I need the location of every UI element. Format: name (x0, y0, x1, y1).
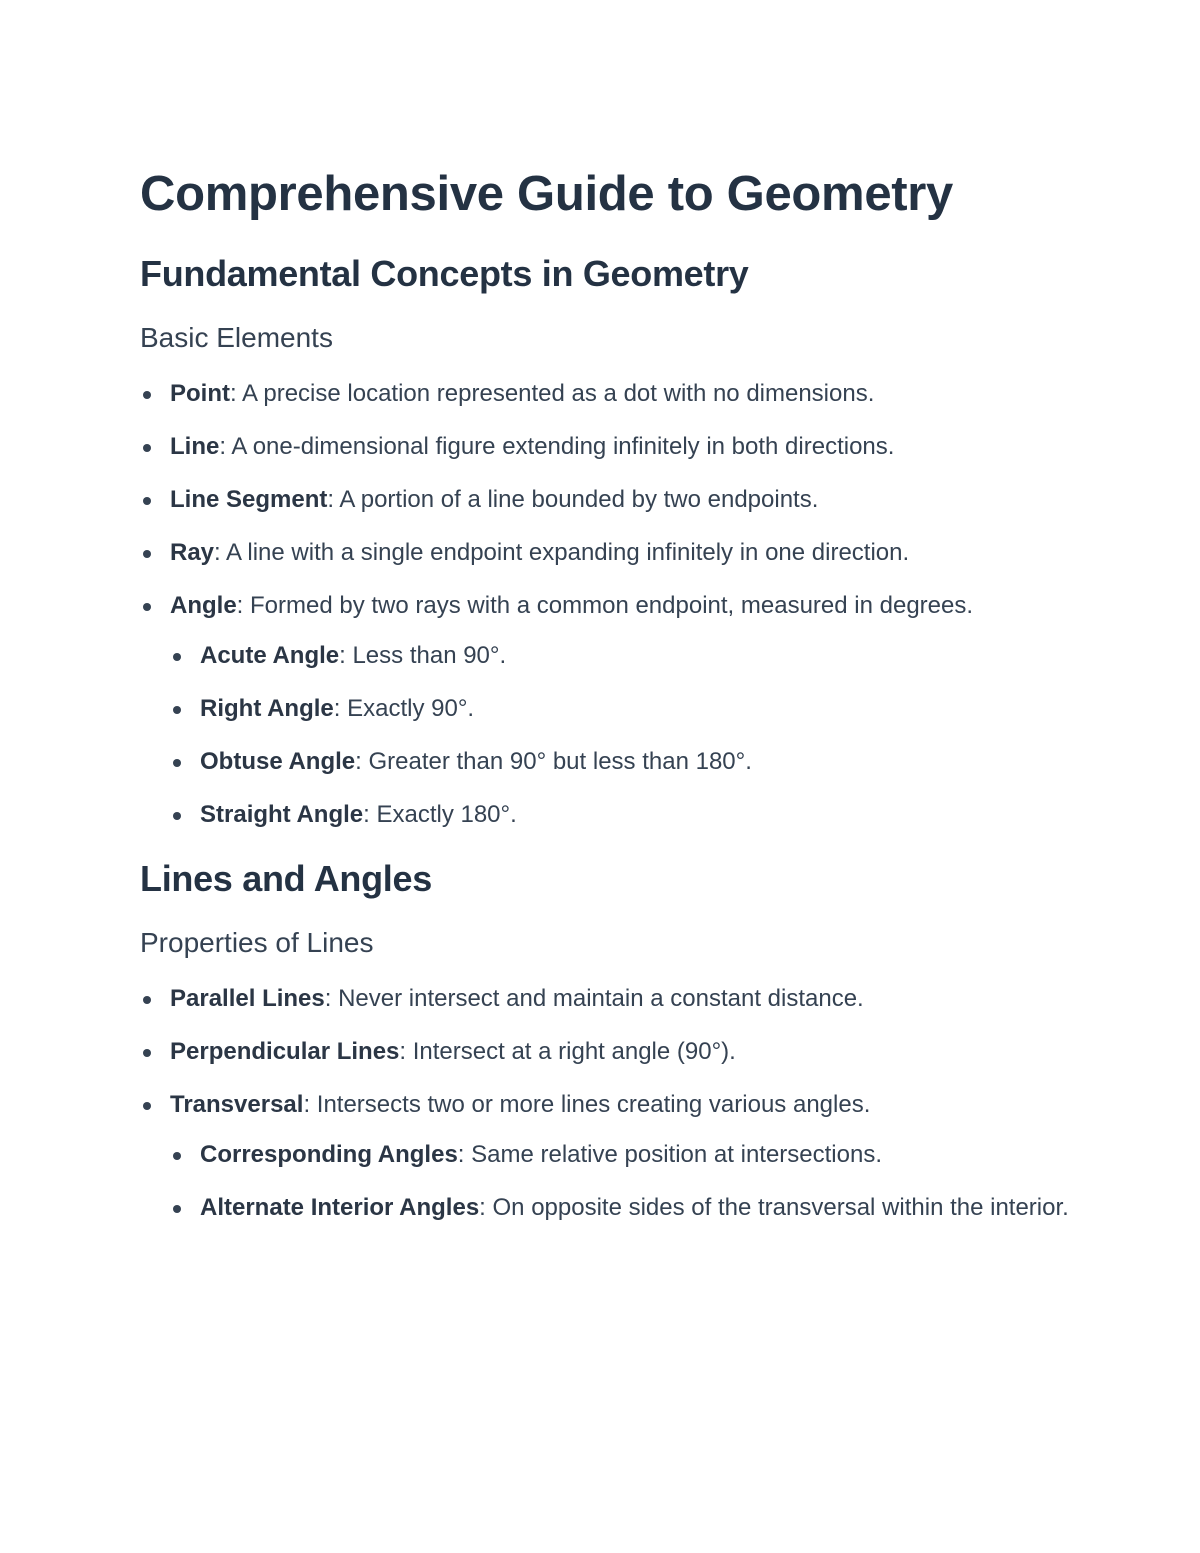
list-item-right-angle (170, 689, 1070, 729)
term-label: Angle (170, 592, 237, 619)
term-label: Parallel Lines (170, 985, 325, 1012)
term-label: Straight Angle (200, 801, 364, 828)
term-label: Point (170, 380, 230, 407)
subheading-basic-elements: Basic Elements (140, 322, 333, 353)
term-description: : A precise location represented as a dot with no dimensions. (230, 380, 875, 407)
term-description: : Less than 90°. (339, 642, 507, 669)
term-description: : Never intersect and maintain a constant distance. (324, 985, 864, 1012)
section-heading-lines-and-angles: Lines and Angles (140, 858, 432, 899)
term-label: Acute Angle (200, 642, 340, 669)
term-label: Obtuse Angle (200, 748, 356, 775)
list-item-point (140, 374, 1070, 414)
term-description: : Greater than 90° but less than 180°. (355, 748, 752, 775)
list-item-line-segment (140, 480, 1070, 520)
list-item-line (140, 427, 1070, 467)
list-item-transversal (140, 1085, 1070, 1228)
term-description: : Exactly 180°. (363, 801, 517, 828)
term-description: : Intersects two or more lines creating various angles. (303, 1091, 871, 1118)
subheading-properties-of-lines: Properties of Lines (140, 927, 374, 958)
properties-of-lines-list (140, 979, 1070, 1228)
list-item-acute-angle (170, 636, 1070, 676)
term-label: Perpendicular Lines (170, 1038, 400, 1065)
term-label: Ray (170, 539, 215, 566)
list-item-perpendicular-lines (140, 1032, 1070, 1072)
list-item-straight-angle (170, 795, 1070, 835)
section-heading-fundamental-concepts: Fundamental Concepts in Geometry (140, 253, 749, 294)
term-description: : Formed by two rays with a common endpoint, measured in degrees. (236, 592, 974, 619)
list-item-obtuse-angle (170, 742, 1070, 782)
term-description: : A one-dimensional figure extending infinitely in both directions. (219, 433, 895, 460)
term-label: Transversal (170, 1091, 304, 1118)
list-item-alternate-interior-angles (170, 1188, 1070, 1228)
list-item-corresponding-angles (170, 1135, 1070, 1175)
term-label: Line Segment (170, 486, 328, 513)
term-description: : Intersect at a right angle (90°). (399, 1038, 736, 1065)
list-item-ray (140, 533, 1070, 573)
list-item-parallel-lines (140, 979, 1070, 1019)
term-label: Corresponding Angles (200, 1141, 458, 1168)
transversal-angles-list (170, 1135, 1070, 1228)
term-description: : Exactly 90°. (333, 695, 475, 722)
term-description: : On opposite sides of the transversal within the interior. (479, 1194, 1069, 1221)
list-item-angle (140, 586, 1070, 835)
term-description: : A line with a single endpoint expanding infinitely in one direction. (214, 539, 910, 566)
term-label: Alternate Interior Angles (200, 1194, 480, 1221)
basic-elements-list (140, 374, 1070, 835)
term-label: Right Angle (200, 695, 334, 722)
document-page (140, 164, 1070, 1241)
term-description: : Same relative position at intersections. (457, 1141, 883, 1168)
angle-types-list (170, 636, 1070, 835)
term-label: Line (170, 433, 220, 460)
document-title: Comprehensive Guide to Geometry (140, 167, 954, 221)
term-description: : A portion of a line bounded by two endpoints. (327, 486, 819, 513)
